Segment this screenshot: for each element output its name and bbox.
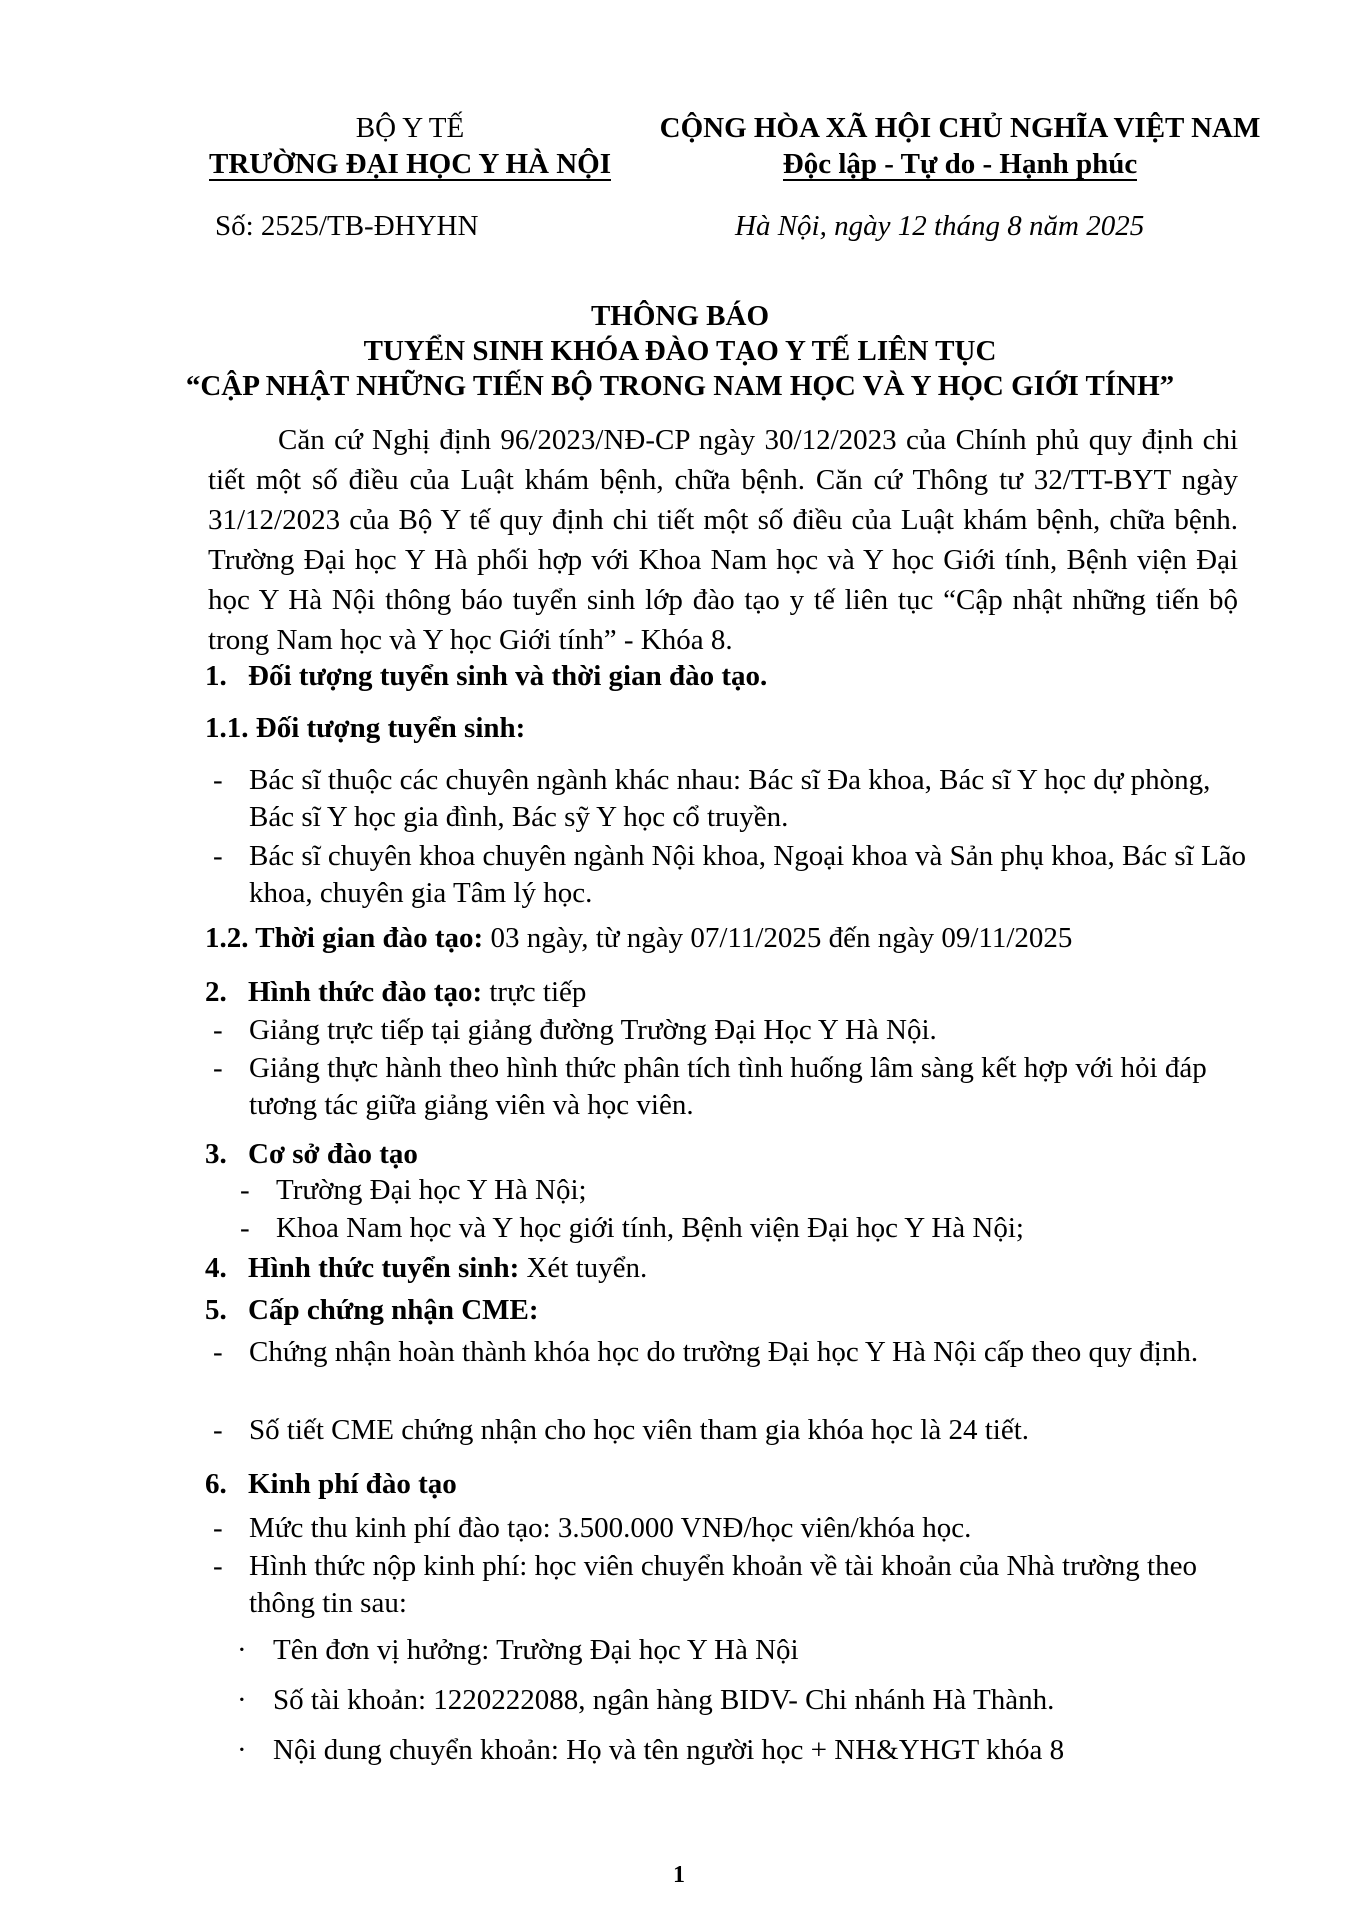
section-label: 1.2. Thời gian đào tạo: bbox=[205, 922, 484, 954]
section-title: Kinh phí đào tạo bbox=[248, 1468, 457, 1500]
ministry-name: BỘ Y TẾ bbox=[355, 112, 465, 144]
school-name: TRƯỜNG ĐẠI HỌC Y HÀ NỘI bbox=[209, 148, 611, 180]
bullet-item-text: Số tài khoản: 1220222088, ngân hàng BIDV- Chi nhánh Hà Thành. bbox=[273, 1684, 1055, 1716]
bullet-item-text: Tên đơn vị hưởng: Trường Đại học Y Hà Nội bbox=[273, 1634, 799, 1666]
dash-marker: - bbox=[213, 1550, 223, 1582]
section-1-heading bbox=[205, 658, 767, 694]
dash-marker: - bbox=[213, 1052, 223, 1084]
dot-marker: · bbox=[237, 1634, 247, 1666]
section-2-heading bbox=[205, 974, 586, 1010]
dash-marker: - bbox=[213, 840, 223, 872]
dash-marker: - bbox=[213, 764, 223, 796]
list-item-text: Chứng nhận hoàn thành khóa học do trường Đại học Y Hà Nội cấp theo quy định. bbox=[249, 1336, 1199, 1368]
section-3-heading bbox=[205, 1136, 418, 1172]
dash-marker: - bbox=[213, 1414, 223, 1446]
section-4-heading bbox=[205, 1250, 647, 1286]
course-name: “CẬP NHẬT NHỮNG TIẾN BỘ TRONG NAM HỌC VÀ Y HỌC GIỚI TÍNH” bbox=[185, 370, 1175, 402]
section-6-heading bbox=[205, 1466, 457, 1502]
list-item-text: Trường Đại học Y Hà Nội; bbox=[276, 1174, 587, 1206]
section-value: Xét tuyển. bbox=[519, 1252, 648, 1284]
dot-marker: · bbox=[237, 1684, 247, 1716]
list-item-text: Mức thu kinh phí đào tạo: 3.500.000 VNĐ/học viên/khóa học. bbox=[249, 1512, 972, 1544]
national-motto: Độc lập - Tự do - Hạnh phúc bbox=[782, 148, 1138, 180]
section-5-heading bbox=[205, 1292, 539, 1328]
list-item-text: Hình thức nộp kinh phí: học viên chuyển khoản về tài khoản của Nhà trường theo thông tin sau: bbox=[249, 1550, 1197, 1619]
place-date: Hà Nội, ngày 12 tháng 8 năm 2025 bbox=[735, 210, 1145, 242]
section-1-1-heading: 1.1. Đối tượng tuyển sinh: bbox=[205, 712, 526, 744]
dash-marker: - bbox=[240, 1212, 250, 1244]
dash-marker: - bbox=[213, 1014, 223, 1046]
national-heading bbox=[640, 110, 1280, 182]
list-item-text: Giảng thực hành theo hình thức phân tích tình huống lâm sàng kết hợp với hỏi đáp tương tác giữa giảng viên và học viên. bbox=[249, 1052, 1207, 1121]
dash-marker: - bbox=[213, 1336, 223, 1368]
section-value: 03 ngày, từ ngày 07/11/2025 đến ngày 09/11/2025 bbox=[483, 922, 1073, 954]
document-number: Số: 2525/TB-ĐHYHN bbox=[215, 210, 479, 242]
page-number: 1 bbox=[673, 1862, 685, 1888]
section-1-2 bbox=[205, 920, 1072, 956]
section-number: 3. bbox=[205, 1138, 227, 1170]
dash-marker: - bbox=[213, 1512, 223, 1544]
section-title: Đối tượng tuyển sinh và thời gian đào tạo. bbox=[248, 660, 768, 692]
list-item-text: Bác sĩ thuộc các chuyên ngành khác nhau: Bác sĩ Đa khoa, Bác sĩ Y học dự phòng, Bác sĩ Y học gia đình, Bác sỹ Y học cổ truyền. bbox=[249, 764, 1211, 833]
section-label: Hình thức đào tạo: bbox=[248, 976, 483, 1008]
section-number: 6. bbox=[205, 1468, 227, 1500]
dot-marker: · bbox=[237, 1734, 247, 1766]
section-label: Hình thức tuyển sinh: bbox=[248, 1252, 520, 1284]
republic-name: CỘNG HÒA XÃ HỘI CHỦ NGHĨA VIỆT NAM bbox=[659, 112, 1261, 144]
list-item-text: Bác sĩ chuyên khoa chuyên ngành Nội khoa, Ngoại khoa và Sản phụ khoa, Bác sĩ Lão khoa, chuyên gia Tâm lý học. bbox=[249, 840, 1247, 909]
section-title: Cơ sở đào tạo bbox=[248, 1138, 418, 1170]
list-item-text: Khoa Nam học và Y học giới tính, Bệnh viện Đại học Y Hà Nội; bbox=[276, 1212, 1024, 1244]
section-number: 4. bbox=[205, 1252, 227, 1284]
issuer-block bbox=[190, 110, 630, 182]
section-number: 5. bbox=[205, 1294, 227, 1326]
section-number: 1. bbox=[205, 660, 227, 692]
list-item-text: Số tiết CME chứng nhận cho học viên tham gia khóa học là 24 tiết. bbox=[249, 1414, 1030, 1446]
dash-marker: - bbox=[240, 1174, 250, 1206]
list-item-text: Giảng trực tiếp tại giảng đường Trường Đại Học Y Hà Nội. bbox=[249, 1014, 937, 1046]
bullet-item-text: Nội dung chuyển khoản: Họ và tên người học + NH&YHGT khóa 8 bbox=[273, 1734, 1065, 1766]
doc-subtitle: TUYỂN SINH KHÓA ĐÀO TẠO Y TẾ LIÊN TỤC bbox=[363, 335, 997, 367]
intro-paragraph: Căn cứ Nghị định 96/2023/NĐ-CP ngày 30/12/2023 của Chính phủ quy định chi tiết một số điều của Luật khám bệnh, chữa bệnh. Căn cứ Thông tư 32/TT-BYT ngày 31/12/2023 của Bộ Y tế quy định chi tiết một số điều của Luật khám bệnh, chữa bệnh. Trường Đại học Y Hà phối hợp với Khoa Nam học và Y học Giới tính, Bệnh viện Đại học Y Hà Nội thông báo tuyển sinh lớp đào tạo y tế liên tục “Cập nhật những tiến bộ trong Nam học và Y học Giới tính” - Khóa 8. bbox=[208, 424, 1238, 656]
section-value: trực tiếp bbox=[482, 976, 587, 1008]
doc-title: THÔNG BÁO bbox=[590, 300, 770, 332]
section-number: 2. bbox=[205, 976, 227, 1008]
section-title: Cấp chứng nhận CME: bbox=[248, 1294, 539, 1326]
